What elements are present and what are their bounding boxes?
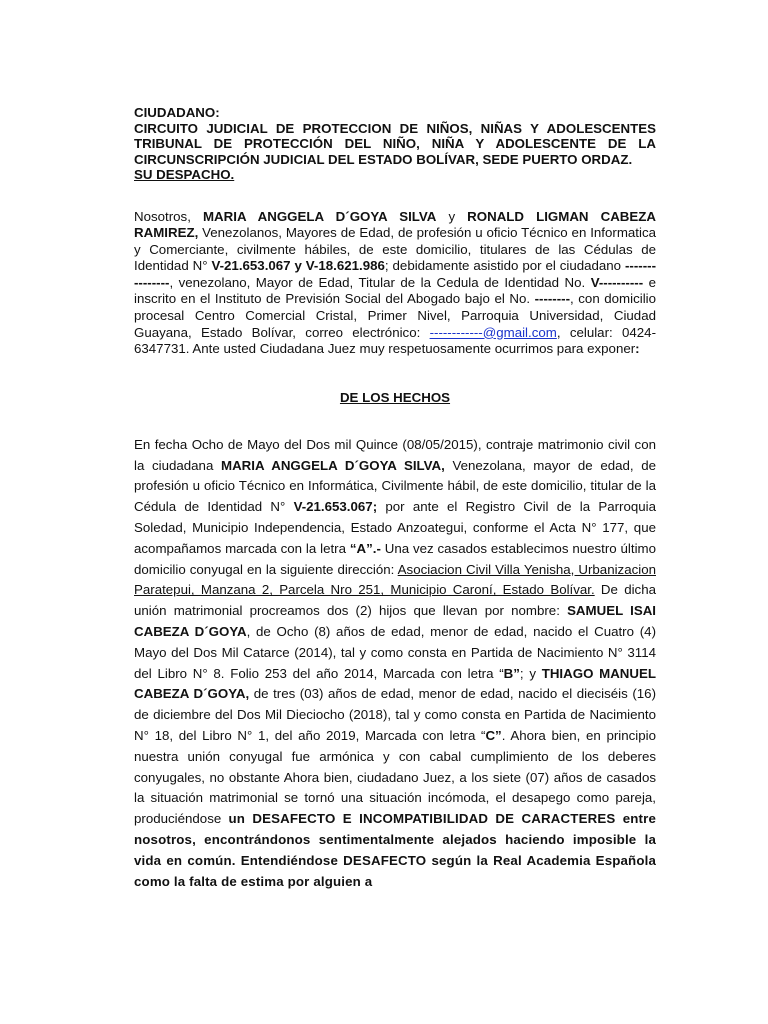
facts-text: de tres (03) años de edad, menor de edad, nacido el dieciséis (16) de diciembre del Dos Mil Dieciocho (2018), tal y como consta en Partida de Nacimiento N° 18, del Libro N° 1, del año 2019, Marcada con letra “ (134, 686, 656, 743)
facts-text: Una vez casados establecimos nuestro último domicilio conyugal en la siguiente dirección: (134, 540, 656, 577)
facts-text: , de Ocho (8) años de edad, menor de edad, nacido el Cuatro (4) Mayo del Dos Mil Catarce (2014), tal y como consta en Partida de Nacimiento N° 3114 del Libro N° 8. Folio 253 del año 2014, Marcada con letra “ (134, 624, 656, 681)
intro-text: Nosotros, (134, 208, 203, 224)
attorney-id-placeholder: V---------- (590, 274, 644, 290)
child-name-1: SAMUEL ISAI CABEZA D´GOYA (134, 603, 656, 640)
marital-address: Asociacion Civil Villa Yenisha, Urbanizacion Paratepui, Manzana 2, Parcela Nro 251, Municipio Caroní, Estado Bolívar. (134, 561, 656, 598)
addressee-despacho: SU DESPACHO. (134, 167, 235, 182)
facts-text: . Ahora bien, en principio nuestra unión conyugal fue armónica y con cabal cumplimiento de los deberes conyugales, no obstante Ahora bien, ciudadano Juez, a los siete (07) años de casados la situación matrimonial se tornó una situación incómoda, el desapego como pareja, produciéndose (134, 728, 656, 827)
disaffection-statement: un DESAFECTO E INCOMPATIBILIDAD DE CARACTERES entre nosotros, encontrándonos sentimentalmente alejados haciendo imposible la vida en común. Entendiéndose DESAFECTO según la Real Academia Española como la falta de estima por alguien a (134, 811, 656, 889)
attorney-name-placeholder: --------------- (134, 258, 656, 290)
section-heading: DE LOS HECHOS (339, 389, 451, 405)
facts-text: Venezolana, mayor de edad, de profesión u oficio Técnico en Informática, Civilmente hábil, de este domicilio, titular de la Cédula de Identidad N° (134, 457, 657, 515)
addressee-court: CIRCUITO JUDICIAL DE PROTECCION DE NIÑOS, NIÑAS Y ADOLESCENTES TRIBUNAL DE PROTECCIÓN DEL NIÑO, NIÑA Y ADOLESCENTE DE LA CIRCUNSCRIPCIÓN JUDICIAL DEL ESTADO BOLÍVAR, SEDE PUERTO ORDAZ. (134, 120, 656, 167)
document-content (134, 105, 656, 892)
intro-paragraph (134, 209, 656, 358)
facts-text: En fecha Ocho de Mayo del Dos mil Quince (08/05/2015), contraje matrimonio civil con la ciudadana (134, 436, 656, 473)
petitioner-name-2: RONALD LIGMAN CABEZA RAMIREZ, (134, 208, 656, 241)
annex-a-marker: “A”.- (349, 540, 381, 556)
spouse-name: MARIA ANGGELA D´GOYA SILVA, (221, 457, 445, 473)
intro-colon: : (635, 341, 640, 357)
intro-text: , con domicilio procesal Centro Comercial Cristal, Primer Nivel, Parroquia Universidad, Ciudad Guayana, Estado Bolívar, correo electrónico: (134, 291, 656, 340)
petitioner-name-1: MARIA ANGGELA D´GOYA SILVA (202, 208, 437, 224)
facts-paragraph (134, 435, 656, 893)
facts-text: ; y (519, 665, 542, 681)
spouse-id: V-21.653.067; (293, 499, 378, 515)
intro-text: y (436, 208, 468, 224)
annex-c-marker: C” (485, 728, 502, 743)
identity-numbers: V-21.653.067 y V-18.621.986 (211, 258, 385, 274)
facts-text: por ante el Registro Civil de la Parroquia Soledad, Municipio Independencia, Estado Anzoategui, conforme el Acta N° 177, que acompañamos marcada con la letra (134, 499, 657, 556)
attorney-number-placeholder: -------- (534, 291, 571, 307)
intro-text: , venezolano, Mayor de Edad, Titular de la Cedula de Identidad No. (169, 274, 591, 290)
child-name-2: THIAGO MANUEL CABEZA D´GOYA, (134, 665, 657, 702)
intro-text: , celular: 0424-6347731. Ante usted Ciudadana Juez muy respetuosamente ocurrimos para exponer (134, 324, 656, 357)
facts-text: De dicha unión matrimonial procreamos dos (2) hijos que llevan por nombre: (134, 582, 656, 619)
annex-b-marker: B” (503, 665, 520, 681)
email-link[interactable]: ------------@gmail.com (429, 324, 557, 340)
addressee-block (134, 105, 656, 183)
addressee-salutation: CIUDADANO: (134, 105, 220, 120)
intro-text: Venezolanos, Mayores de Edad, de profesión u oficio Técnico en Informatica y Comerciante, civilmente hábiles, de este domicilio, titulares de las Cédulas de Identidad N° (134, 225, 656, 274)
intro-text: ; debidamente asistido por el ciudadano (384, 258, 625, 274)
intro-text: e inscrito en el Instituto de Previsión Social del Abogado bajo el No. (134, 274, 656, 307)
